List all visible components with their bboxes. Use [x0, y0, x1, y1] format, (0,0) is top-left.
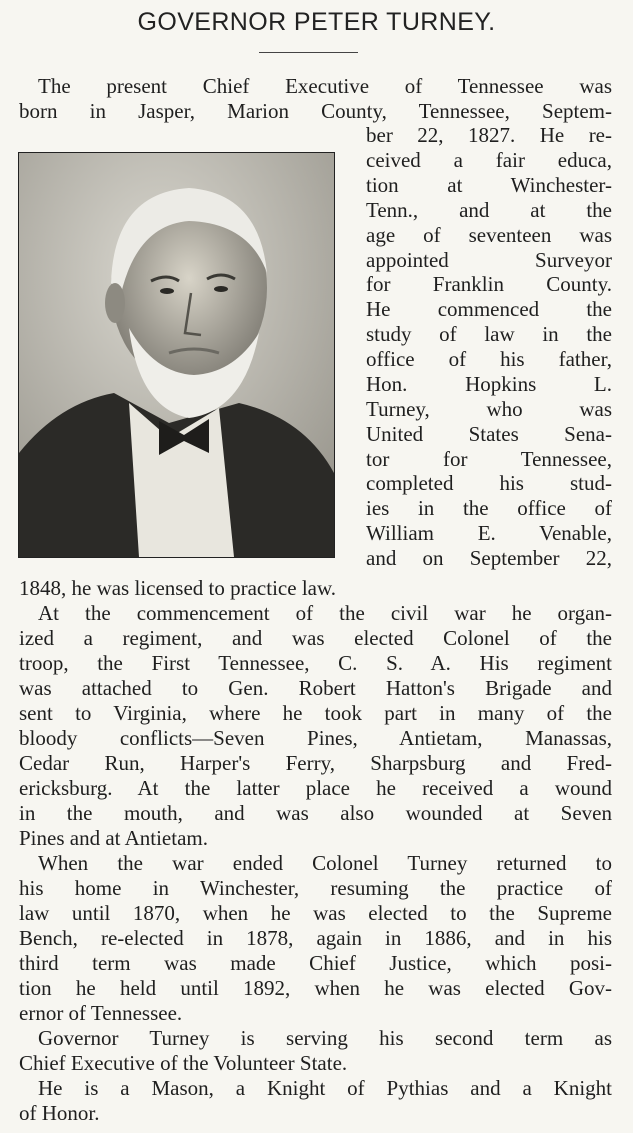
text-line: law until 1870, when he was elected to the Supreme	[19, 901, 612, 925]
text-line: troop, the First Tennessee, C. S. A. His regiment	[19, 651, 612, 675]
text-line: in the mouth, and was also wounded at Seven	[19, 801, 612, 825]
text-line: sent to Virginia, where he took part in many of the	[19, 701, 612, 725]
text-line: of Honor.	[19, 1101, 100, 1125]
text-line: ernor of Tennessee.	[19, 1001, 183, 1025]
text-line: ericksburg. At the latter place he received a wound	[19, 776, 612, 800]
text-line: his home in Winchester, resuming the practice of	[19, 876, 612, 900]
text-line: Hon. Hopkins L.	[366, 372, 612, 396]
text-line: study of law in the	[366, 322, 612, 346]
text-line: age of seventeen was	[366, 223, 612, 247]
text-line: The present Chief Executive of Tennessee was	[38, 74, 612, 98]
text-line: tion at Winchester-	[366, 173, 612, 197]
text-line: bloody conflicts—Seven Pines, Antietam, Manassas,	[19, 726, 612, 750]
text-line: United States Sena-	[366, 422, 612, 446]
page-title: GOVERNOR PETER TURNEY.	[137, 8, 496, 36]
text-line: ized a regiment, and was elected Colonel of the	[19, 626, 612, 650]
text-line: and on September 22,	[366, 546, 612, 570]
text-line: Pines and at Antietam.	[19, 826, 208, 850]
text-line: Turney, who was	[366, 397, 612, 421]
text-line: completed his stud-	[366, 471, 612, 495]
text-line: ies in the office of	[366, 496, 612, 520]
text-line: Tenn., and at the	[366, 198, 612, 222]
text-line: Cedar Run, Harper's Ferry, Sharpsburg and Fred-	[19, 751, 612, 775]
text-line: tor for Tennessee,	[366, 447, 612, 471]
text-line: He is a Mason, a Knight of Pythias and a Knight	[38, 1076, 612, 1100]
title-rule	[259, 52, 358, 53]
text-line: was attached to Gen. Robert Hatton's Brigade and	[19, 676, 612, 700]
text-line: Chief Executive of the Volunteer State.	[19, 1051, 348, 1075]
text-line: Governor Turney is serving his second term as	[38, 1026, 612, 1050]
text-line: tion he held until 1892, when he was elected Gov-	[19, 976, 612, 1000]
text-line: He commenced the	[366, 297, 612, 321]
text-line: When the war ended Colonel Turney returned to	[38, 851, 612, 875]
text-line: for Franklin County.	[366, 272, 612, 296]
text-line: born in Jasper, Marion County, Tennessee, Septem-	[19, 99, 612, 123]
portrait-photo	[18, 152, 335, 558]
text-line: Bench, re-elected in 1878, again in 1886, and in his	[19, 926, 612, 950]
text-line: At the commencement of the civil war he organ-	[38, 601, 612, 625]
text-line: third term was made Chief Justice, which posi-	[19, 951, 612, 975]
text-line: ceived a fair educa,	[366, 148, 612, 172]
text-line: William E. Venable,	[366, 521, 612, 545]
text-line: 1848, he was licensed to practice law.	[19, 576, 337, 600]
text-line: office of his father,	[366, 347, 612, 371]
text-line: appointed Surveyor	[366, 248, 612, 272]
text-line: ber 22, 1827. He re-	[366, 123, 612, 147]
